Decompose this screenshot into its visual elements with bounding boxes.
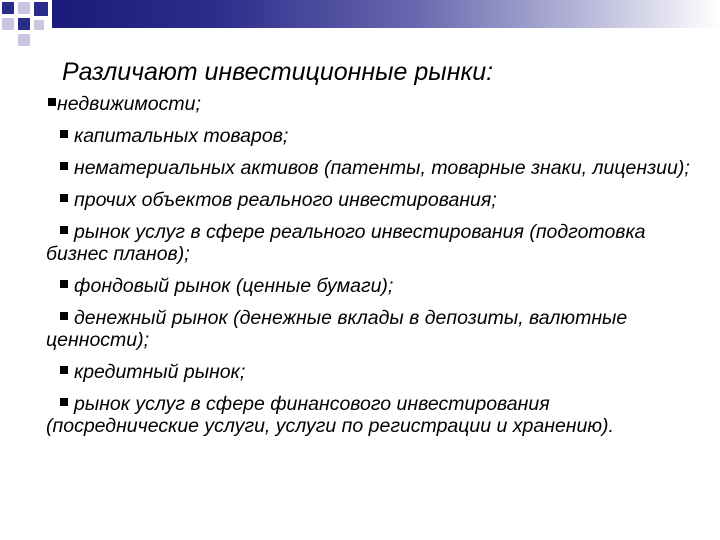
list-item-text: кредитный рынок; — [74, 361, 246, 383]
list-item — [46, 189, 696, 211]
list-item-text: капитальных товаров; — [74, 125, 289, 147]
list-item-text: рынок услуг в сфере реального инвестирования (подготовка бизнес планов); — [46, 221, 646, 265]
list-item-text: рынок услуг в сфере финансового инвестирования (посреднические услуги, услуги по регистрации и хранению). — [46, 393, 614, 437]
list-item-text: денежный рынок (денежные вклады в депозиты, валютные ценности); — [46, 307, 628, 351]
list-item — [46, 221, 696, 265]
list-item — [46, 125, 696, 147]
square-bullet-icon — [60, 194, 68, 202]
square-bullet-icon — [60, 366, 68, 374]
square-bullet-icon — [60, 130, 68, 138]
decor-square — [2, 2, 14, 14]
decor-square — [2, 18, 14, 30]
header-decoration — [0, 0, 720, 50]
decor-square — [18, 18, 30, 30]
list-item — [46, 393, 696, 437]
slide-title: Различают инвестиционные рынки: — [62, 58, 494, 86]
decor-square — [34, 20, 44, 30]
list-item-text: прочих объектов реального инвестирования; — [74, 189, 497, 211]
decor-square — [34, 2, 48, 16]
square-bullet-icon — [60, 226, 68, 234]
list-item-text: фондовый рынок (ценные бумаги); — [74, 275, 394, 297]
decor-square — [18, 2, 30, 14]
list-item — [46, 157, 696, 179]
list-item — [46, 93, 696, 115]
square-bullet-icon — [48, 98, 56, 106]
list-item — [46, 307, 696, 351]
list-item — [46, 275, 696, 297]
header-gradient-bar — [52, 0, 720, 28]
square-bullet-icon — [60, 280, 68, 288]
square-bullet-icon — [60, 162, 68, 170]
market-list — [46, 93, 696, 447]
list-item-text: нематериальных активов (патенты, товарные знаки, лицензии); — [74, 157, 690, 179]
square-bullet-icon — [60, 398, 68, 406]
square-bullet-icon — [60, 312, 68, 320]
list-item-text: недвижимости; — [57, 93, 201, 115]
decor-square — [18, 34, 30, 46]
list-item — [46, 361, 696, 383]
